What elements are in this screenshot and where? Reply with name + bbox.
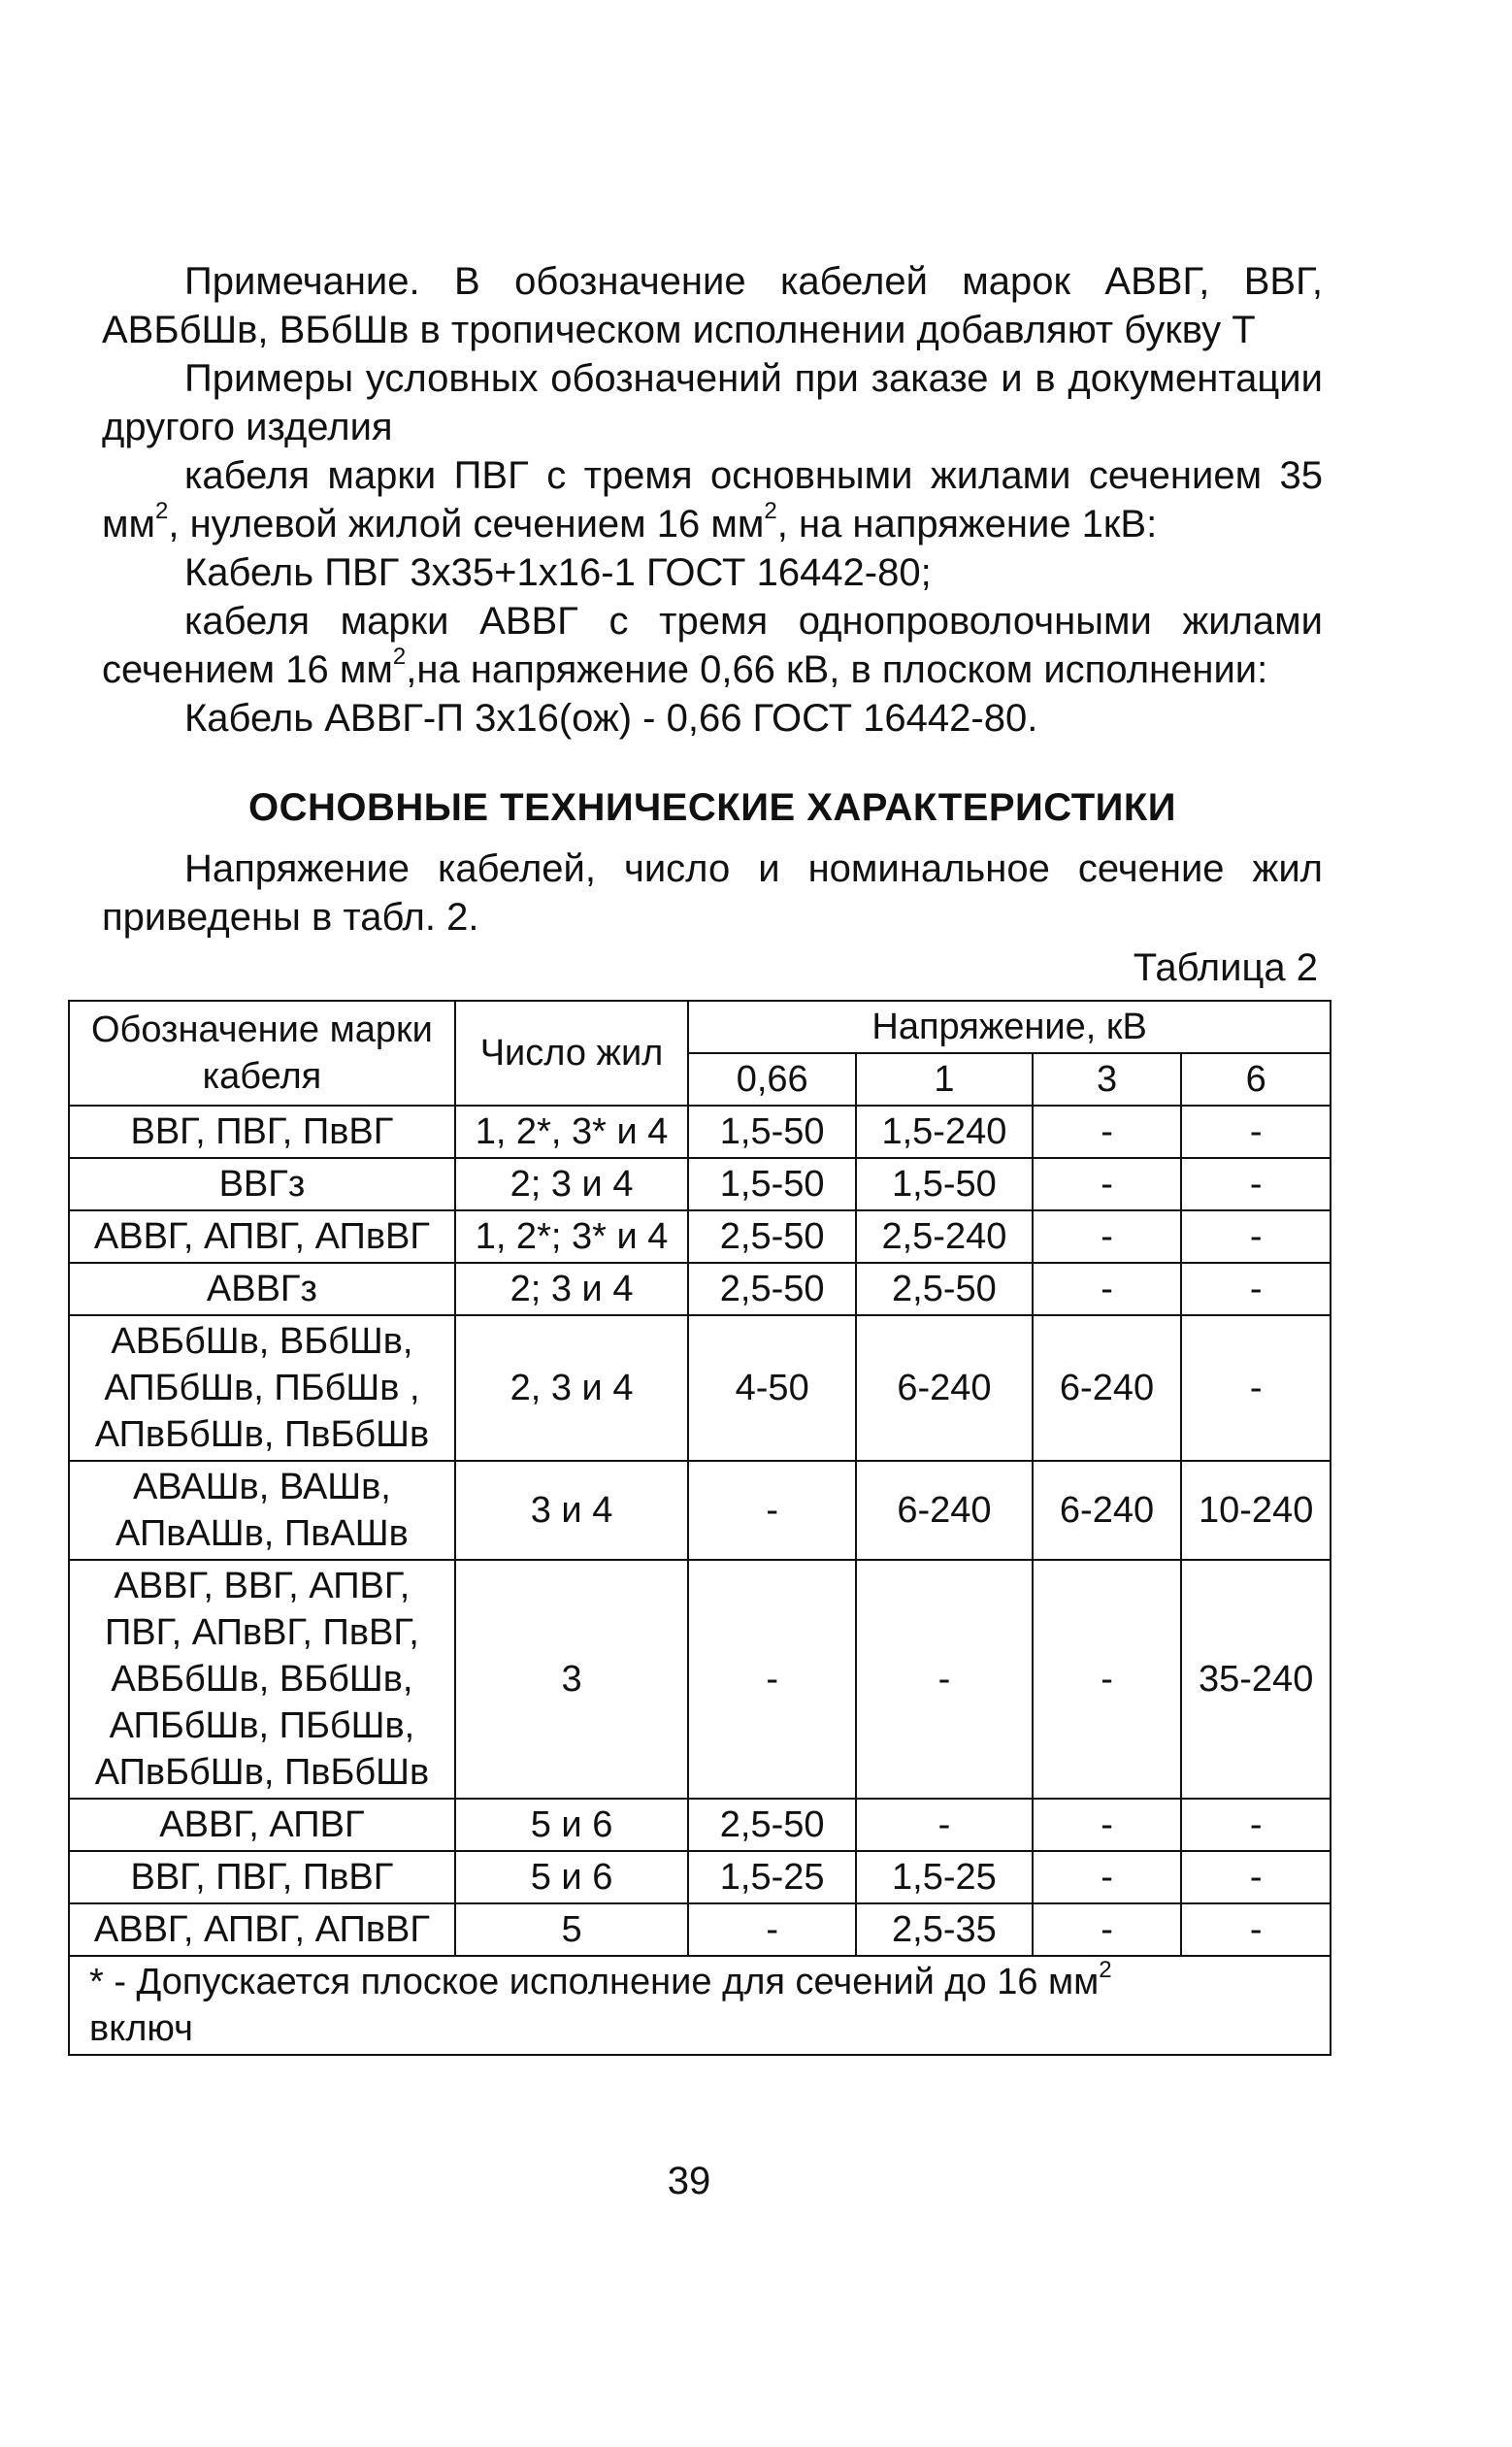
cell-v066: - xyxy=(688,1461,856,1560)
cell-brand: АВВГ, АПВГ xyxy=(69,1799,455,1851)
cell-v3: - xyxy=(1033,1560,1182,1799)
intro-paragraph xyxy=(102,844,1323,942)
header-voltage-3: 3 xyxy=(1033,1053,1182,1106)
example1-description xyxy=(102,451,1323,548)
header-brand: Обозначение марки кабеля xyxy=(69,1001,455,1106)
cell-brand: АВВГ, АПВГ, АПвВГ xyxy=(69,1210,455,1263)
example2-text-a: кабеля марки АВВГ с тремя однопроволочными жилами сечением 16 мм xyxy=(102,600,1323,691)
cell-v3: - xyxy=(1033,1903,1182,1956)
intro-text: Напряжение кабелей, число и номинальное сечение жил приведены в табл. 2. xyxy=(102,847,1323,939)
example1-text-b: , нулевой жилой сечением 16 мм xyxy=(168,503,765,546)
cell-v3: - xyxy=(1033,1799,1182,1851)
cell-v6: - xyxy=(1181,1315,1331,1461)
example1-text-a: кабеля марки ПВГ с тремя основными жилами сечением 35 мм xyxy=(102,454,1323,546)
cell-v3: - xyxy=(1033,1106,1182,1158)
cell-brand: ВВГ, ПВГ, ПвВГ xyxy=(69,1851,455,1903)
cell-v3: - xyxy=(1033,1851,1182,1903)
section-heading: ОСНОВНЫЕ ТЕХНИЧЕСКИЕ ХАРАКТЕРИСТИКИ xyxy=(247,786,1177,829)
footnote-continuation: включ xyxy=(89,2008,193,2049)
cell-v1: 2,5-240 xyxy=(856,1210,1033,1263)
cell-v066: 4-50 xyxy=(688,1315,856,1461)
cell-cores: 5 и 6 xyxy=(455,1799,688,1851)
cell-cores: 2, 3 и 4 xyxy=(455,1315,688,1461)
cell-brand: АВБбШв, ВБбШв, АПБбШв, ПБбШв , АПвБбШв, ПвБбШв xyxy=(69,1315,455,1461)
cell-v066: 1,5-50 xyxy=(688,1106,856,1158)
cell-v1: 2,5-50 xyxy=(856,1263,1033,1315)
superscript: 2 xyxy=(764,498,777,524)
table-row xyxy=(69,1560,1331,1799)
cell-brand: ВВГз xyxy=(69,1158,455,1210)
examples-intro: Примеры условных обозначений при заказе и в документации другого изделия xyxy=(102,357,1323,448)
table-row xyxy=(69,1263,1331,1315)
header-voltage-1: 1 xyxy=(856,1053,1033,1106)
cell-v6: 10-240 xyxy=(1181,1461,1331,1560)
cell-v3: 6-240 xyxy=(1033,1315,1182,1461)
cell-v1: 6-240 xyxy=(856,1461,1033,1560)
footnote-text: * - Допускается плоское исполнение для сечений до 16 мм xyxy=(89,1962,1100,2002)
cell-cores: 3 и 4 xyxy=(455,1461,688,1560)
cell-v3: - xyxy=(1033,1158,1182,1210)
cell-v1: 1,5-240 xyxy=(856,1106,1033,1158)
note-section xyxy=(102,257,1323,743)
table-row xyxy=(69,1461,1331,1560)
cell-brand: АВАШв, ВАШв, АПвАШв, ПвАШв xyxy=(69,1461,455,1560)
cell-v066: 2,5-50 xyxy=(688,1210,856,1263)
cell-cores: 5 xyxy=(455,1903,688,1956)
cell-cores: 1, 2*; 3* и 4 xyxy=(455,1210,688,1263)
cell-v1: - xyxy=(856,1799,1033,1851)
cell-v1: 6-240 xyxy=(856,1315,1033,1461)
table-footnote-row xyxy=(69,1956,1331,2055)
cell-v066: 2,5-50 xyxy=(688,1799,856,1851)
header-voltage: Напряжение, кВ xyxy=(688,1001,1331,1053)
cell-v3: - xyxy=(1033,1210,1182,1263)
cell-v066: - xyxy=(688,1560,856,1799)
table-row xyxy=(69,1210,1331,1263)
cell-cores: 1, 2*, 3* и 4 xyxy=(455,1106,688,1158)
cell-cores: 3 xyxy=(455,1560,688,1799)
table-row xyxy=(69,1315,1331,1461)
header-cores: Число жил xyxy=(455,1001,688,1106)
cell-v1: - xyxy=(856,1560,1033,1799)
cell-v6: - xyxy=(1181,1263,1331,1315)
note-paragraph: Примечание. В обозначение кабелей марок АВВГ, ВВГ, АВБбШв, ВБбШв в тропическом исполнении добавляют букву Т xyxy=(102,260,1323,351)
cell-cores: 5 и 6 xyxy=(455,1851,688,1903)
cell-brand: ВВГ, ПВГ, ПвВГ xyxy=(69,1106,455,1158)
cell-v3: 6-240 xyxy=(1033,1461,1182,1560)
cell-v6: - xyxy=(1181,1903,1331,1956)
cell-v1: 1,5-50 xyxy=(856,1158,1033,1210)
cell-brand: АВВГ, АПВГ, АПвВГ xyxy=(69,1903,455,1956)
superscript: 2 xyxy=(392,644,407,670)
example2-description xyxy=(102,597,1323,694)
table-row xyxy=(69,1799,1331,1851)
table-header-row xyxy=(69,1001,1331,1053)
cell-v066: - xyxy=(688,1903,856,1956)
header-voltage-066: 0,66 xyxy=(688,1053,856,1106)
example1-code: Кабель ПВГ 3х35+1х16-1 ГОСТ 16442-80; xyxy=(184,551,932,594)
cell-v6: - xyxy=(1181,1851,1331,1903)
table-row xyxy=(69,1106,1331,1158)
example1-text-c: , на напряжение 1кВ: xyxy=(776,503,1158,546)
cell-v6: - xyxy=(1181,1799,1331,1851)
specifications-table xyxy=(68,1000,1331,2056)
header-voltage-6: 6 xyxy=(1181,1053,1331,1106)
example2-code: Кабель АВВГ-П 3х16(ож) - 0,66 ГОСТ 16442-80. xyxy=(184,697,1038,740)
superscript: 2 xyxy=(1099,1957,1112,1983)
table-row xyxy=(69,1158,1331,1210)
superscript: 2 xyxy=(155,498,169,524)
table-row xyxy=(69,1903,1331,1956)
page-number: 39 xyxy=(667,2160,711,2202)
cell-brand: АВВГз xyxy=(69,1263,455,1315)
table-footnote xyxy=(69,1956,1331,2055)
cell-cores: 2; 3 и 4 xyxy=(455,1158,688,1210)
cell-v066: 1,5-50 xyxy=(688,1158,856,1210)
cell-v3: - xyxy=(1033,1263,1182,1315)
cell-v6: - xyxy=(1181,1210,1331,1263)
cell-v066: 1,5-25 xyxy=(688,1851,856,1903)
cell-v6: 35-240 xyxy=(1181,1560,1331,1799)
table-caption: Таблица 2 xyxy=(1133,946,1318,989)
table-row xyxy=(69,1851,1331,1903)
cell-cores: 2; 3 и 4 xyxy=(455,1263,688,1315)
cell-v1: 1,5-25 xyxy=(856,1851,1033,1903)
cell-v1: 2,5-35 xyxy=(856,1903,1033,1956)
example2-text-b: ,на напряжение 0,66 кВ, в плоском исполнении: xyxy=(406,648,1268,691)
cell-v6: - xyxy=(1181,1106,1331,1158)
cell-v6: - xyxy=(1181,1158,1331,1210)
cell-v066: 2,5-50 xyxy=(688,1263,856,1315)
cell-brand: АВВГ, ВВГ, АПВГ, ПВГ, АПвВГ, ПвВГ, АВБбШв, ВБбШв, АПБбШв, ПБбШв, АПвБбШв, ПвБбШв xyxy=(69,1560,455,1799)
